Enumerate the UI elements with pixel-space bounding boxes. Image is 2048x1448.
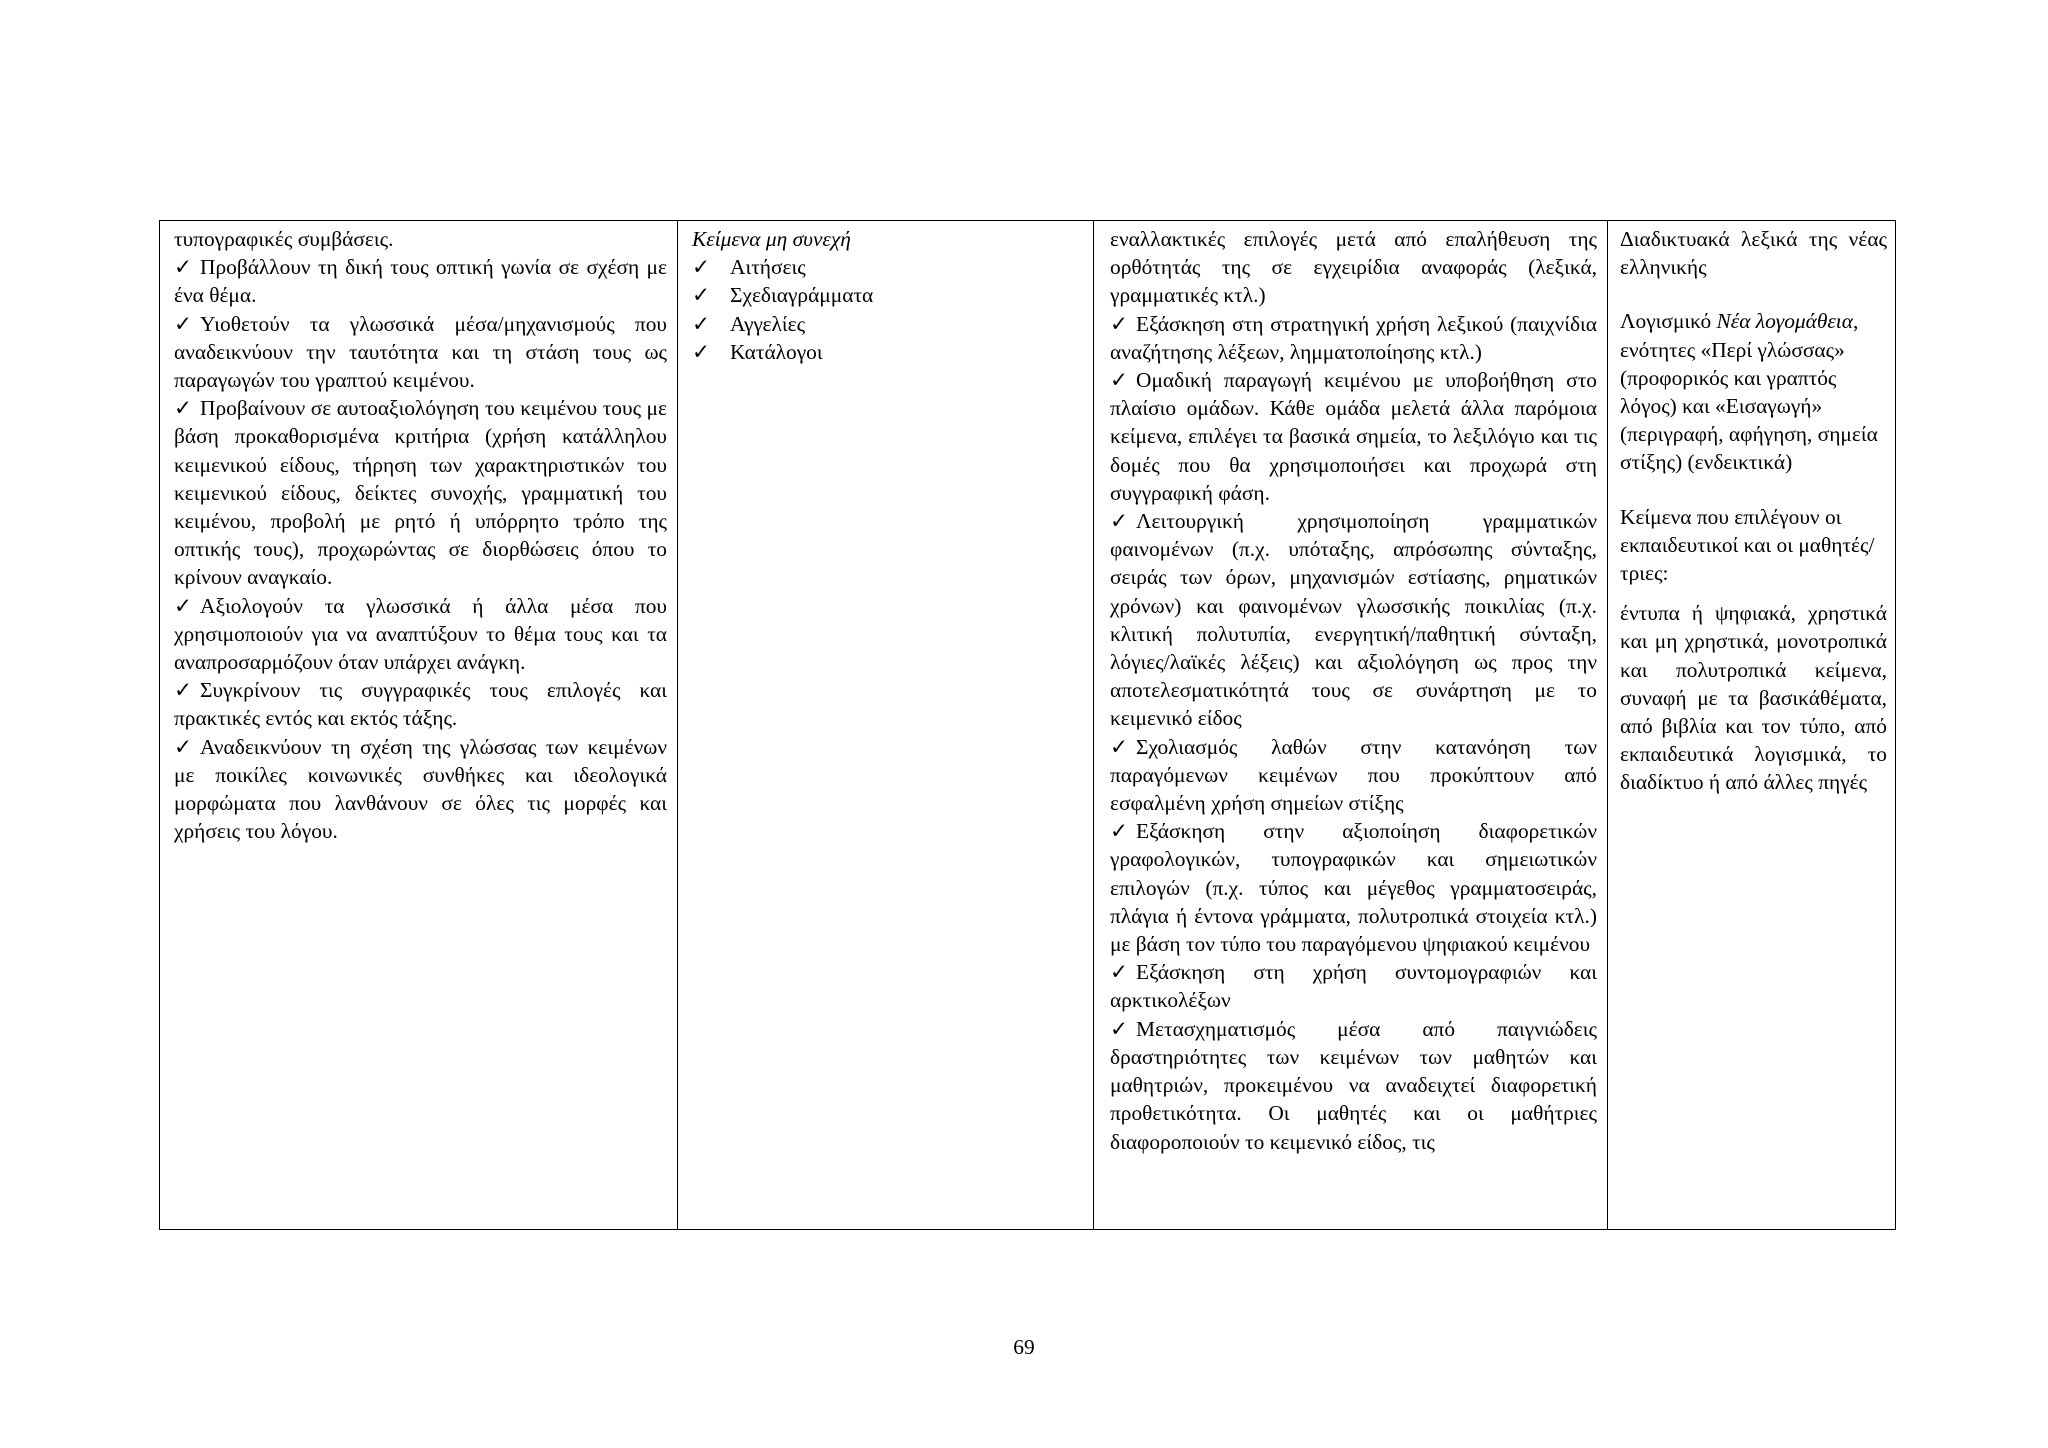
list-item: ✓ Σχεδιαγράμματα	[692, 281, 1083, 309]
table-column-activities	[1093, 221, 1607, 1229]
check-icon: ✓	[1110, 819, 1128, 844]
table-column-objectives	[160, 221, 677, 1229]
list-item: ✓ Κατάλογοι	[692, 338, 1083, 366]
check-icon: ✓	[1110, 1016, 1128, 1041]
list-item: ✓ Προβαίνουν σε αυτοαξιολόγηση του κειμένου τους με βάση προκαθορισμένα κριτήρια (χρήση κατάλληλου κειμενικού είδους, τήρηση των χαρακτηριστικών του κειμενικού είδους, δείκτες συνοχής, γραμματική του κειμένου, προβολή με ρητό ή υπόρρητο τρόπο της οπτικής τους), προχωρώντας σε διορθώσεις όπου το κρίνουν αναγκαίο.	[174, 396, 667, 590]
list-item: ✓ Συγκρίνουν τις συγγραφικές τους επιλογές και πρακτικές εντός και εκτός τάξης.	[174, 678, 667, 731]
check-icon: ✓	[1110, 509, 1128, 534]
list-item: ✓ Εξάσκηση στην αξιοποίηση διαφορετικών γραφολογικών, τυπογραφικών και σημειωτικών επιλογών (π.χ. τύπος και μέγεθος γραμματοσειράς, πλάγια ή έντονα γράμματα, πολυτροπικά στοιχεία κτλ.) με βάση τον τύπο του παραγόμενου ψηφιακού κειμένου	[1110, 819, 1597, 957]
list-item: ✓ Λειτουργική χρησιμοποίηση γραμματικών φαινομένων (π.χ. υπόταξης, απρόσωπης σύνταξης, σειράς των όρων, μηχανισμών εστίασης, ρηματικών χρόνων) και φαινομένων γλωσσικής ποικιλίας (π.χ. κλιτική πολυτυπία, ενεργητική/παθητική σύνταξη, λόγιες/λαϊκές λέξεις) και αξιολόγηση ως προς την αποτελεσματικότητά τους σε συνάρτηση με το κειμενικό είδος	[1110, 509, 1597, 731]
check-icon: ✓	[174, 678, 192, 703]
resource-paragraph: Κείμενα που επιλέγουν οι εκπαιδευτικοί και οι μαθητές/τριες:	[1620, 504, 1875, 586]
list-item: ✓ Αναδεικνύουν τη σχέση της γλώσσας των κειμένων με ποικίλες κοινωνικές συνθήκες και ιδεολογικά μορφώματα που λανθάνουν σε όλες τις μορφές και χρήσεις του λόγου.	[174, 734, 667, 844]
list-item: ✓ Προβάλλουν τη δική τους οπτική γωνία σε σχέση με ένα θέμα.	[174, 255, 667, 308]
column-lead-text: τυπογραφικές συμβάσεις.	[174, 227, 394, 251]
check-icon: ✓	[1110, 734, 1128, 759]
page-number: 69	[1013, 1335, 1035, 1359]
check-icon: ✓	[692, 283, 710, 308]
resource-paragraph: Λογισμικό Νέα λογομάθεια, ενότητες «Περί γλώσσας» (προφορικός και γραπτός λόγος) και «Εισαγωγή» (περιγραφή, αφήγηση, σημεία στίξης) (ενδεικτικά)	[1620, 309, 1878, 475]
list-item: ✓ Ομαδική παραγωγή κειμένου με υποβοήθηση στο πλαίσιο ομάδων. Κάθε ομάδα μελετά άλλα παρόμοια κείμενα, επιλέγει τα βασικά σημεία, το λεξιλόγιο και τις δομές που θα χρησιμοποιήσει και προχωρά στη συγγραφική φάση.	[1110, 368, 1597, 505]
check-icon: ✓	[1110, 960, 1128, 985]
column-heading: Κείμενα μη συνεχή	[692, 227, 851, 251]
text-type-list	[692, 253, 1083, 366]
resource-paragraph: έντυπα ή ψηφιακά, χρηστικά και μη χρηστικά, μονοτροπικά και πολυτροπικά κείμενα, συναφή με τα βασικάθέματα, από βιβλία και τον τύπο, από εκπαιδευτικά λογισμικά, το διαδίκτυο ή από άλλες πηγές	[1620, 601, 1887, 795]
table-column-resources	[1607, 221, 1895, 1229]
column-lead-text: εναλλακτικές επιλογές μετά από επαλήθευση της ορθότητάς της σε εγχειρίδια αναφοράς (λεξικά, γραμματικές κτλ.)	[1110, 227, 1597, 308]
check-icon: ✓	[174, 593, 192, 618]
check-icon: ✓	[692, 311, 710, 336]
list-item: ✓ Αιτήσεις	[692, 253, 1083, 281]
check-icon: ✓	[1110, 311, 1128, 336]
list-item: ✓ Σχολιασμός λαθών στην κατανόηση των παραγόμενων κειμένων που προκύπτουν από εσφαλμένη χρήση σημείων στίξης	[1110, 734, 1597, 816]
check-icon: ✓	[174, 311, 192, 336]
list-item: ✓ Μετασχηματισμός μέσα από παιγνιώδεις δραστηριότητες των κειμένων των μαθητών και μαθητριών, προκειμένου να αναδειχτεί διαφορετική προθετικότητα. Οι μαθητές και οι μαθήτριες διαφοροποιούν το κειμενικό είδος, τις	[1110, 1016, 1597, 1154]
list-item: ✓ Υιοθετούν τα γλωσσικά μέσα/μηχανισμούς που αναδεικνύουν την ταυτότητα και τη στάση τους ως παραγωγών του γραπτού κειμένου.	[174, 311, 667, 393]
check-icon: ✓	[692, 255, 710, 280]
list-item: ✓ Αγγελίες	[692, 310, 1083, 338]
list-item: ✓ Εξάσκηση στη χρήση συντομογραφιών και αρκτικολέξων	[1110, 960, 1597, 1013]
check-icon: ✓	[692, 339, 710, 364]
table-column-text-types	[677, 221, 1093, 1229]
resource-paragraph: Διαδικτυακά λεξικά της νέας ελληνικής	[1620, 227, 1887, 280]
check-icon: ✓	[174, 255, 192, 280]
content-table	[159, 220, 1896, 1230]
check-icon: ✓	[1110, 368, 1128, 393]
check-icon: ✓	[174, 396, 192, 421]
list-item: ✓ Εξάσκηση στη στρατηγική χρήση λεξικού (παιχνίδια αναζήτησης λέξεων, λημματοποίησης κτλ.)	[1110, 311, 1597, 364]
list-item: ✓ Αξιολογούν τα γλωσσικά ή άλλα μέσα που χρησιμοποιούν για να αναπτύξουν το θέμα τους και τα αναπροσαρμόζουν όταν υπάρχει ανάγκη.	[174, 593, 667, 675]
check-icon: ✓	[174, 734, 192, 759]
